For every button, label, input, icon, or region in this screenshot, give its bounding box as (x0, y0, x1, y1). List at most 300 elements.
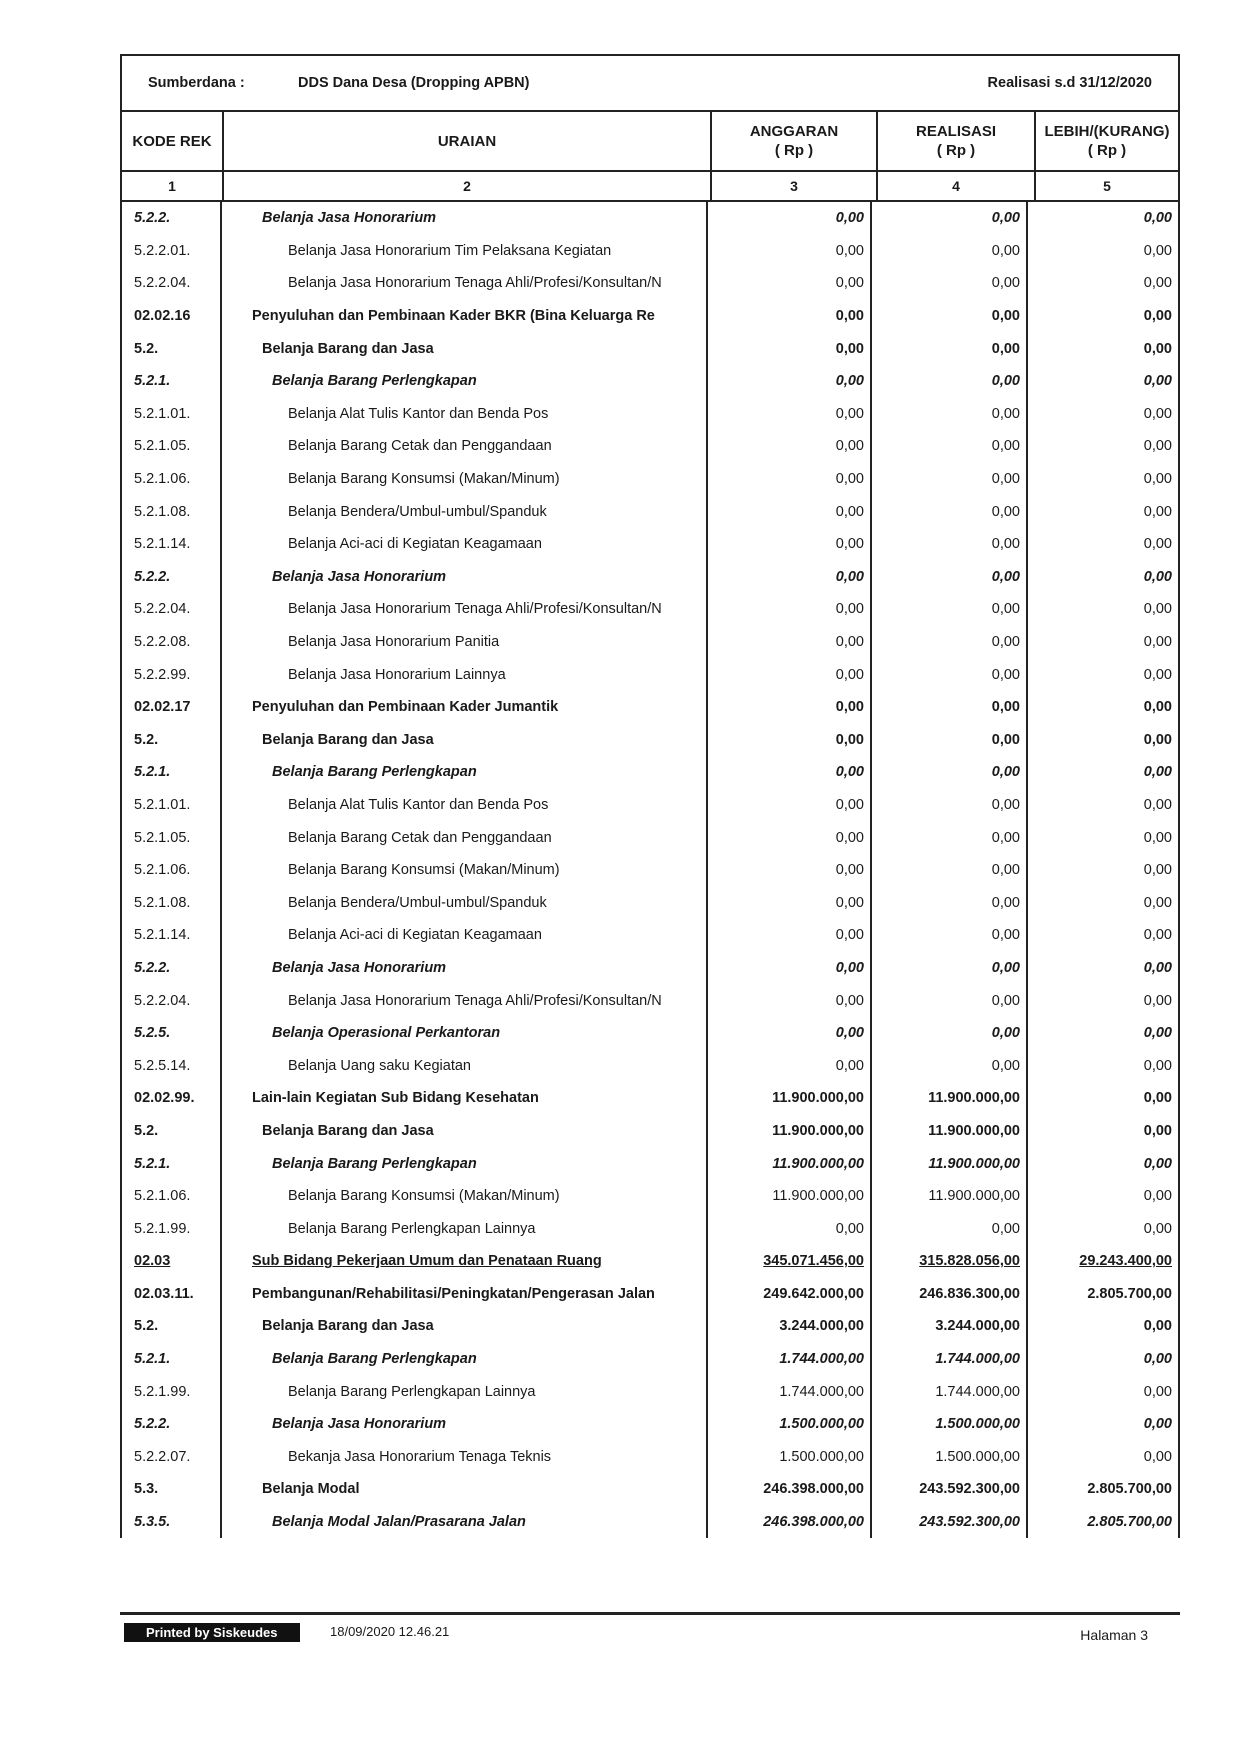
cell-kode-rek (122, 626, 222, 659)
cell-realisasi (872, 430, 1028, 463)
cell-kode-rek (122, 1506, 222, 1539)
table-row (122, 691, 1178, 724)
cell-anggaran (708, 1245, 872, 1278)
cell-kode-rek-text: 5.2.2.04. (134, 992, 191, 1009)
cell-uraian-text: Belanja Barang Perlengkapan Lainnya (288, 1383, 536, 1400)
cell-anggaran (708, 202, 872, 235)
cell-uraian (222, 1375, 708, 1408)
cell-anggaran (708, 854, 872, 887)
table-row (122, 1115, 1178, 1148)
cell-lebih-kurang-text: 0,00 (1143, 959, 1172, 976)
col-anggaran-label: ANGGARAN (749, 123, 839, 140)
table-row (122, 561, 1178, 594)
cell-uraian (222, 1212, 708, 1245)
cell-anggaran-text: 0,00 (835, 373, 864, 390)
cell-uraian (222, 1017, 708, 1050)
cell-anggaran-text: 1.744.000,00 (779, 1351, 864, 1368)
cell-lebih-kurang-text: 0,00 (1143, 503, 1172, 520)
cell-kode-rek-text: 5.2.1.05. (134, 829, 191, 846)
cell-lebih-kurang-text: 0,00 (1143, 634, 1172, 651)
cell-realisasi (872, 886, 1028, 919)
cell-uraian (222, 561, 708, 594)
cell-anggaran (708, 1343, 872, 1376)
cell-anggaran (708, 1180, 872, 1213)
cell-realisasi-text: 1.744.000,00 (935, 1351, 1020, 1368)
cell-uraian (222, 886, 708, 919)
cell-kode-rek (122, 919, 222, 952)
cell-kode-rek-text: 5.2.1.08. (134, 503, 191, 520)
cell-realisasi-text: 0,00 (991, 503, 1020, 520)
col-lebih-unit: ( Rp ) (1087, 142, 1127, 159)
cell-realisasi (872, 593, 1028, 626)
sumberdana-value: DDS Dana Desa (Dropping APBN) (298, 75, 530, 91)
cell-lebih-kurang-text: 0,00 (1143, 1122, 1172, 1139)
cell-lebih-kurang-text: 0,00 (1143, 471, 1172, 488)
cell-uraian-text: Belanja Jasa Honorarium Lainnya (288, 666, 506, 683)
cell-uraian (222, 1180, 708, 1213)
cell-lebih-kurang-text: 0,00 (1143, 1155, 1172, 1172)
cell-lebih-kurang (1028, 235, 1178, 268)
cell-kode-rek-text: 5.2.2.04. (134, 601, 191, 618)
cell-realisasi-text: 0,00 (991, 340, 1020, 357)
cell-uraian (222, 1278, 708, 1311)
page-number: Halaman 3 (1080, 1627, 1148, 1643)
table-row (122, 724, 1178, 757)
table-row (122, 528, 1178, 561)
cell-kode-rek (122, 495, 222, 528)
cell-uraian-text: Belanja Jasa Honorarium Tim Pelaksana Kegiatan (288, 242, 612, 259)
cell-uraian (222, 528, 708, 561)
cell-uraian (222, 919, 708, 952)
cell-uraian (222, 1310, 708, 1343)
cell-lebih-kurang (1028, 1473, 1178, 1506)
cell-lebih-kurang (1028, 691, 1178, 724)
cell-lebih-kurang (1028, 724, 1178, 757)
cell-uraian-text: Belanja Jasa Honorarium Panitia (288, 634, 500, 651)
col-uraian: URAIAN (224, 112, 712, 170)
cell-lebih-kurang (1028, 952, 1178, 985)
cell-realisasi-text: 0,00 (991, 927, 1020, 944)
cell-realisasi-text: 0,00 (991, 699, 1020, 716)
table-row (122, 1082, 1178, 1115)
col-realisasi-label: REALISASI (915, 123, 996, 140)
cell-realisasi (872, 398, 1028, 431)
cell-kode-rek-text: 5.2.2.07. (134, 1448, 191, 1465)
cell-lebih-kurang-text: 0,00 (1143, 1351, 1172, 1368)
cell-uraian (222, 658, 708, 691)
cell-uraian (222, 1408, 708, 1441)
cell-realisasi (872, 365, 1028, 398)
table-row (122, 430, 1178, 463)
cell-anggaran-text: 0,00 (835, 471, 864, 488)
cell-realisasi (872, 1506, 1028, 1539)
cell-anggaran (708, 1147, 872, 1180)
cell-anggaran-text: 11.900.000,00 (772, 1188, 864, 1205)
cell-anggaran (708, 398, 872, 431)
table-row (122, 1017, 1178, 1050)
cell-lebih-kurang (1028, 561, 1178, 594)
cell-uraian-text: Belanja Operasional Perkantoran (272, 1025, 501, 1042)
cell-realisasi-text: 0,00 (991, 1220, 1020, 1237)
cell-lebih-kurang (1028, 1375, 1178, 1408)
table-row (122, 886, 1178, 919)
cell-uraian-text: Belanja Barang dan Jasa (262, 1318, 434, 1335)
cell-realisasi-text: 0,00 (991, 992, 1020, 1009)
cell-kode-rek-text: 02.03.11. (134, 1285, 194, 1302)
cell-realisasi (872, 1212, 1028, 1245)
col-num-3: 3 (712, 172, 878, 200)
cell-anggaran-text: 0,00 (835, 959, 864, 976)
cell-lebih-kurang-text: 0,00 (1143, 210, 1172, 227)
cell-uraian (222, 789, 708, 822)
cell-anggaran (708, 1049, 872, 1082)
cell-lebih-kurang-text: 0,00 (1143, 699, 1172, 716)
cell-anggaran (708, 952, 872, 985)
cell-anggaran-text: 0,00 (835, 731, 864, 748)
cell-kode-rek-text: 5.2.1. (134, 1155, 171, 1172)
cell-lebih-kurang (1028, 1115, 1178, 1148)
cell-uraian (222, 430, 708, 463)
cell-kode-rek (122, 1082, 222, 1115)
realisasi-period: Realisasi s.d 31/12/2020 (987, 75, 1152, 91)
cell-lebih-kurang-text: 0,00 (1143, 275, 1172, 292)
cell-realisasi-text: 315.828.056,00 (919, 1253, 1020, 1270)
cell-realisasi (872, 691, 1028, 724)
cell-anggaran-text: 0,00 (835, 536, 864, 553)
cell-anggaran-text: 1.500.000,00 (779, 1448, 864, 1465)
cell-realisasi-text: 0,00 (991, 1025, 1020, 1042)
cell-anggaran (708, 1506, 872, 1539)
cell-anggaran-text: 0,00 (835, 1057, 864, 1074)
cell-lebih-kurang-text: 0,00 (1143, 340, 1172, 357)
cell-uraian (222, 854, 708, 887)
table-row (122, 821, 1178, 854)
col-realisasi-unit: ( Rp ) (936, 142, 976, 159)
cell-realisasi-text: 0,00 (991, 731, 1020, 748)
cell-kode-rek (122, 952, 222, 985)
cell-uraian-text: Belanja Modal (262, 1481, 360, 1498)
cell-uraian-text: Belanja Barang Perlengkapan (272, 1351, 477, 1368)
cell-kode-rek (122, 398, 222, 431)
cell-kode-rek (122, 1245, 222, 1278)
cell-anggaran-text: 0,00 (835, 210, 864, 227)
cell-anggaran-text: 0,00 (835, 1220, 864, 1237)
table-row (122, 1147, 1178, 1180)
table-row (122, 1310, 1178, 1343)
cell-kode-rek (122, 1115, 222, 1148)
table-row (122, 1506, 1178, 1539)
table-row (122, 300, 1178, 333)
cell-anggaran-text: 0,00 (835, 829, 864, 846)
cell-uraian-text: Belanja Barang Cetak dan Penggandaan (288, 438, 552, 455)
cell-lebih-kurang (1028, 919, 1178, 952)
cell-kode-rek-text: 5.2.1. (134, 1351, 171, 1368)
cell-anggaran-text: 0,00 (835, 405, 864, 422)
cell-kode-rek-text: 5.2.1.99. (134, 1220, 191, 1237)
table-row (122, 398, 1178, 431)
col-anggaran (712, 112, 878, 170)
cell-lebih-kurang (1028, 365, 1178, 398)
cell-anggaran (708, 593, 872, 626)
column-headers (122, 112, 1178, 172)
cell-kode-rek (122, 984, 222, 1017)
cell-realisasi (872, 919, 1028, 952)
cell-uraian-text: Belanja Aci-aci di Kegiatan Keagamaan (288, 927, 542, 944)
cell-lebih-kurang (1028, 789, 1178, 822)
cell-realisasi-text: 0,00 (991, 438, 1020, 455)
cell-lebih-kurang-text: 0,00 (1143, 1416, 1172, 1433)
cell-kode-rek (122, 1441, 222, 1474)
cell-kode-rek (122, 854, 222, 887)
cell-anggaran (708, 528, 872, 561)
cell-uraian-text: Penyuluhan dan Pembinaan Kader BKR (Bina Keluarga Re (252, 308, 655, 325)
cell-realisasi-text: 0,00 (991, 666, 1020, 683)
table-row (122, 267, 1178, 300)
cell-uraian-text: Belanja Barang dan Jasa (262, 340, 434, 357)
cell-anggaran (708, 1473, 872, 1506)
cell-kode-rek-text: 02.02.16 (134, 308, 191, 325)
cell-anggaran (708, 561, 872, 594)
cell-anggaran-text: 3.244.000,00 (779, 1318, 864, 1335)
cell-lebih-kurang (1028, 1212, 1178, 1245)
cell-kode-rek (122, 1278, 222, 1311)
cell-kode-rek-text: 5.2.1.08. (134, 894, 191, 911)
cell-realisasi (872, 952, 1028, 985)
cell-uraian-text: Belanja Jasa Honorarium (272, 1416, 447, 1433)
cell-lebih-kurang-text: 0,00 (1143, 1025, 1172, 1042)
page-footer (120, 1612, 1180, 1643)
cell-anggaran (708, 1212, 872, 1245)
cell-uraian (222, 1082, 708, 1115)
cell-realisasi-text: 243.592.300,00 (919, 1481, 1020, 1498)
cell-kode-rek (122, 365, 222, 398)
cell-realisasi-text: 0,00 (991, 796, 1020, 813)
cell-kode-rek-text: 5.2.2.01. (134, 242, 191, 259)
cell-anggaran (708, 1278, 872, 1311)
cell-lebih-kurang (1028, 984, 1178, 1017)
cell-kode-rek (122, 1147, 222, 1180)
cell-kode-rek (122, 1375, 222, 1408)
cell-lebih-kurang (1028, 886, 1178, 919)
col-lebih-label: LEBIH/(KURANG) (1044, 123, 1170, 140)
cell-uraian (222, 1506, 708, 1539)
cell-kode-rek-text: 5.2.2. (134, 1416, 171, 1433)
cell-lebih-kurang-text: 0,00 (1143, 1057, 1172, 1074)
report-header (122, 56, 1178, 112)
cell-realisasi-text: 0,00 (991, 275, 1020, 292)
cell-kode-rek-text: 5.3. (134, 1481, 159, 1498)
table-row (122, 365, 1178, 398)
cell-lebih-kurang (1028, 202, 1178, 235)
cell-uraian-text: Belanja Alat Tulis Kantor dan Benda Pos (288, 405, 549, 422)
cell-kode-rek (122, 658, 222, 691)
cell-anggaran (708, 658, 872, 691)
cell-uraian-text: Belanja Alat Tulis Kantor dan Benda Pos (288, 796, 549, 813)
cell-realisasi (872, 528, 1028, 561)
col-kode-rek: KODE REK (122, 112, 224, 170)
cell-kode-rek-text: 5.2.2. (134, 210, 171, 227)
cell-anggaran (708, 789, 872, 822)
cell-realisasi-text: 0,00 (991, 1057, 1020, 1074)
cell-uraian-text: Penyuluhan dan Pembinaan Kader Jumantik (252, 699, 559, 716)
table-row (122, 593, 1178, 626)
cell-anggaran-text: 0,00 (835, 503, 864, 520)
cell-lebih-kurang (1028, 1343, 1178, 1376)
cell-kode-rek-text: 5.2. (134, 1318, 159, 1335)
cell-uraian (222, 756, 708, 789)
cell-realisasi (872, 1278, 1028, 1311)
cell-anggaran (708, 365, 872, 398)
table-row (122, 984, 1178, 1017)
cell-anggaran (708, 984, 872, 1017)
cell-uraian (222, 365, 708, 398)
cell-anggaran (708, 1310, 872, 1343)
cell-anggaran (708, 235, 872, 268)
cell-uraian-text: Belanja Bendera/Umbul-umbul/Spanduk (288, 894, 547, 911)
cell-kode-rek-text: 5.2.2.08. (134, 634, 191, 651)
cell-kode-rek-text: 5.2.1.99. (134, 1383, 191, 1400)
cell-lebih-kurang-text: 0,00 (1143, 438, 1172, 455)
cell-kode-rek-text: 5.2.2.99. (134, 666, 191, 683)
cell-lebih-kurang (1028, 1441, 1178, 1474)
cell-realisasi-text: 0,00 (991, 373, 1020, 390)
cell-realisasi-text: 11.900.000,00 (928, 1188, 1020, 1205)
cell-lebih-kurang (1028, 267, 1178, 300)
col-anggaran-unit: ( Rp ) (774, 142, 814, 159)
cell-lebih-kurang-text: 0,00 (1143, 568, 1172, 585)
cell-realisasi-text: 0,00 (991, 210, 1020, 227)
cell-uraian (222, 1115, 708, 1148)
cell-anggaran-text: 345.071.456,00 (763, 1253, 864, 1270)
cell-realisasi (872, 561, 1028, 594)
cell-realisasi (872, 854, 1028, 887)
cell-lebih-kurang-text: 0,00 (1143, 1220, 1172, 1237)
cell-realisasi-text: 0,00 (991, 405, 1020, 422)
cell-lebih-kurang-text: 0,00 (1143, 731, 1172, 748)
cell-realisasi-text: 0,00 (991, 536, 1020, 553)
cell-lebih-kurang-text: 0,00 (1143, 405, 1172, 422)
cell-uraian-text: Belanja Barang Konsumsi (Makan/Minum) (288, 1188, 560, 1205)
cell-uraian-text: Belanja Jasa Honorarium (272, 959, 447, 976)
cell-lebih-kurang-text: 0,00 (1143, 1188, 1172, 1205)
cell-kode-rek-text: 5.2.1.14. (134, 536, 191, 553)
cell-kode-rek-text: 5.2. (134, 340, 159, 357)
cell-anggaran-text: 11.900.000,00 (772, 1155, 864, 1172)
cell-uraian-text: Belanja Barang Konsumsi (Makan/Minum) (288, 471, 560, 488)
cell-realisasi-text: 246.836.300,00 (919, 1285, 1020, 1302)
cell-realisasi (872, 1049, 1028, 1082)
cell-uraian-text: Belanja Bendera/Umbul-umbul/Spanduk (288, 503, 547, 520)
table-row (122, 202, 1178, 235)
cell-kode-rek (122, 528, 222, 561)
table-row (122, 854, 1178, 887)
printed-by-badge: Printed by Siskeudes (124, 1623, 300, 1642)
cell-uraian (222, 235, 708, 268)
cell-realisasi-text: 0,00 (991, 601, 1020, 618)
column-numbers (122, 172, 1178, 202)
cell-kode-rek-text: 02.02.99. (134, 1090, 195, 1107)
cell-realisasi (872, 1408, 1028, 1441)
cell-anggaran-text: 0,00 (835, 764, 864, 781)
cell-lebih-kurang (1028, 1506, 1178, 1539)
table-row (122, 1180, 1178, 1213)
col-lebih-kurang (1036, 112, 1178, 170)
cell-lebih-kurang (1028, 463, 1178, 496)
cell-anggaran (708, 1408, 872, 1441)
cell-kode-rek-text: 5.2.1.14. (134, 927, 191, 944)
cell-realisasi-text: 11.900.000,00 (928, 1090, 1020, 1107)
table-row (122, 626, 1178, 659)
cell-anggaran-text: 1.744.000,00 (779, 1383, 864, 1400)
cell-anggaran (708, 463, 872, 496)
cell-uraian-text: Belanja Barang Perlengkapan (272, 1155, 477, 1172)
col-num-5: 5 (1103, 177, 1111, 194)
cell-realisasi-text: 0,00 (991, 568, 1020, 585)
cell-anggaran-text: 0,00 (835, 862, 864, 879)
table-row (122, 919, 1178, 952)
cell-realisasi-text: 243.592.300,00 (919, 1514, 1020, 1531)
cell-realisasi (872, 495, 1028, 528)
cell-realisasi-text: 0,00 (991, 308, 1020, 325)
cell-anggaran-text: 0,00 (835, 666, 864, 683)
cell-uraian (222, 626, 708, 659)
printed-timestamp: 18/09/2020 12.46.21 (330, 1624, 450, 1639)
cell-uraian-text: Belanja Barang Cetak dan Penggandaan (288, 829, 552, 846)
cell-lebih-kurang-text: 0,00 (1143, 1090, 1172, 1107)
cell-anggaran (708, 691, 872, 724)
cell-anggaran-text: 0,00 (835, 927, 864, 944)
cell-realisasi (872, 463, 1028, 496)
cell-lebih-kurang (1028, 398, 1178, 431)
cell-realisasi-text: 3.244.000,00 (935, 1318, 1020, 1335)
table-row (122, 1408, 1178, 1441)
cell-uraian (222, 691, 708, 724)
cell-kode-rek (122, 691, 222, 724)
cell-kode-rek-text: 5.2.1. (134, 373, 171, 390)
cell-realisasi-text: 0,00 (991, 242, 1020, 259)
table-row (122, 1049, 1178, 1082)
cell-lebih-kurang-text: 0,00 (1143, 829, 1172, 846)
table-row (122, 1278, 1178, 1311)
cell-realisasi (872, 1473, 1028, 1506)
cell-uraian (222, 984, 708, 1017)
cell-uraian-text: Belanja Modal Jalan/Prasarana Jalan (272, 1514, 526, 1531)
cell-uraian (222, 495, 708, 528)
cell-lebih-kurang-text: 0,00 (1143, 308, 1172, 325)
table-row (122, 658, 1178, 691)
cell-kode-rek-text: 5.3.5. (134, 1514, 171, 1531)
cell-lebih-kurang-text: 0,00 (1143, 373, 1172, 390)
cell-kode-rek (122, 1049, 222, 1082)
cell-anggaran-text: 0,00 (835, 699, 864, 716)
cell-anggaran (708, 1375, 872, 1408)
cell-realisasi (872, 789, 1028, 822)
cell-realisasi-text: 0,00 (991, 764, 1020, 781)
cell-anggaran (708, 430, 872, 463)
cell-anggaran (708, 626, 872, 659)
cell-uraian-text: Belanja Jasa Honorarium (272, 568, 447, 585)
cell-kode-rek (122, 332, 222, 365)
cell-uraian-text: Belanja Barang Konsumsi (Makan/Minum) (288, 862, 560, 879)
cell-lebih-kurang-text: 0,00 (1143, 992, 1172, 1009)
table-row (122, 463, 1178, 496)
cell-realisasi (872, 1180, 1028, 1213)
cell-lebih-kurang-text: 0,00 (1143, 1448, 1172, 1465)
table-row (122, 789, 1178, 822)
cell-uraian-text: Belanja Barang dan Jasa (262, 731, 434, 748)
cell-uraian (222, 463, 708, 496)
cell-kode-rek (122, 1212, 222, 1245)
